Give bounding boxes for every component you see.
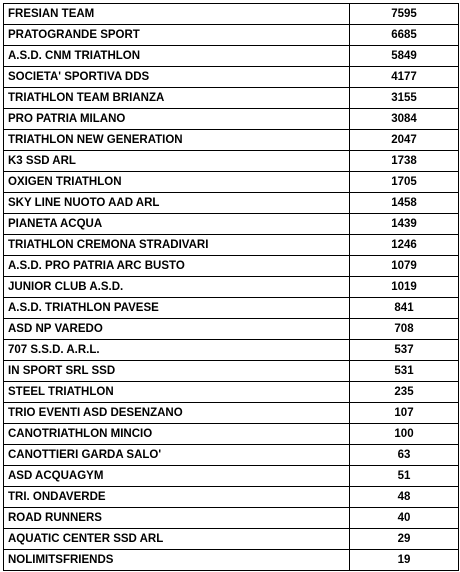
- team-name-cell: IN SPORT SRL SSD: [4, 361, 350, 382]
- table-row: [4, 88, 459, 109]
- table-row: [4, 277, 459, 298]
- table-row: [4, 4, 459, 25]
- points-cell: 1738: [350, 151, 459, 172]
- team-name-cell: A.S.D. PRO PATRIA ARC BUSTO: [4, 256, 350, 277]
- table-row: [4, 151, 459, 172]
- team-name-cell: CANOTTIERI GARDA SALO': [4, 445, 350, 466]
- table-row: [4, 256, 459, 277]
- points-cell: 29: [350, 529, 459, 550]
- table-row: [4, 445, 459, 466]
- points-cell: 5849: [350, 46, 459, 67]
- table-row: [4, 550, 459, 571]
- table-row: [4, 319, 459, 340]
- team-name-cell: FRESIAN TEAM: [4, 4, 350, 25]
- team-name-cell: JUNIOR CLUB A.S.D.: [4, 277, 350, 298]
- team-name-cell: NOLIMITSFRIENDS: [4, 550, 350, 571]
- table-row: [4, 214, 459, 235]
- team-name-cell: SOCIETA' SPORTIVA DDS: [4, 67, 350, 88]
- table-row: [4, 340, 459, 361]
- table-row: [4, 298, 459, 319]
- table-row: [4, 46, 459, 67]
- team-name-cell: AQUATIC CENTER SSD ARL: [4, 529, 350, 550]
- team-name-cell: A.S.D. CNM TRIATHLON: [4, 46, 350, 67]
- team-name-cell: TRI. ONDAVERDE: [4, 487, 350, 508]
- table-row: [4, 67, 459, 88]
- table-row: [4, 172, 459, 193]
- table-row: [4, 382, 459, 403]
- points-cell: 1019: [350, 277, 459, 298]
- points-cell: 841: [350, 298, 459, 319]
- points-cell: 7595: [350, 4, 459, 25]
- table-row: [4, 361, 459, 382]
- team-name-cell: TRIATHLON NEW GENERATION: [4, 130, 350, 151]
- points-cell: 531: [350, 361, 459, 382]
- points-cell: 1458: [350, 193, 459, 214]
- points-cell: 537: [350, 340, 459, 361]
- points-cell: 1246: [350, 235, 459, 256]
- team-name-cell: 707 S.S.D. A.R.L.: [4, 340, 350, 361]
- team-name-cell: TRIATHLON CREMONA STRADIVARI: [4, 235, 350, 256]
- table-row: [4, 487, 459, 508]
- table-row: [4, 529, 459, 550]
- team-name-cell: SKY LINE NUOTO AAD ARL: [4, 193, 350, 214]
- team-standings-table: [3, 3, 459, 571]
- table-row: [4, 424, 459, 445]
- team-name-cell: STEEL TRIATHLON: [4, 382, 350, 403]
- points-cell: 100: [350, 424, 459, 445]
- points-cell: 1079: [350, 256, 459, 277]
- points-cell: 48: [350, 487, 459, 508]
- points-cell: 107: [350, 403, 459, 424]
- points-cell: 235: [350, 382, 459, 403]
- points-cell: 4177: [350, 67, 459, 88]
- table-row: [4, 130, 459, 151]
- points-cell: 19: [350, 550, 459, 571]
- points-cell: 63: [350, 445, 459, 466]
- standings-body: [4, 4, 459, 571]
- team-name-cell: OXIGEN TRIATHLON: [4, 172, 350, 193]
- points-cell: 1439: [350, 214, 459, 235]
- team-name-cell: A.S.D. TRIATHLON PAVESE: [4, 298, 350, 319]
- team-name-cell: PRATOGRANDE SPORT: [4, 25, 350, 46]
- team-name-cell: ASD ACQUAGYM: [4, 466, 350, 487]
- team-name-cell: PIANETA ACQUA: [4, 214, 350, 235]
- points-cell: 1705: [350, 172, 459, 193]
- team-name-cell: TRIATHLON TEAM BRIANZA: [4, 88, 350, 109]
- table-row: [4, 466, 459, 487]
- points-cell: 3155: [350, 88, 459, 109]
- team-name-cell: PRO PATRIA MILANO: [4, 109, 350, 130]
- points-cell: 40: [350, 508, 459, 529]
- points-cell: 6685: [350, 25, 459, 46]
- table-row: [4, 25, 459, 46]
- team-name-cell: CANOTRIATHLON MINCIO: [4, 424, 350, 445]
- table-row: [4, 235, 459, 256]
- points-cell: 3084: [350, 109, 459, 130]
- points-cell: 2047: [350, 130, 459, 151]
- points-cell: 51: [350, 466, 459, 487]
- table-row: [4, 193, 459, 214]
- table-row: [4, 403, 459, 424]
- team-name-cell: ROAD RUNNERS: [4, 508, 350, 529]
- points-cell: 708: [350, 319, 459, 340]
- table-row: [4, 109, 459, 130]
- team-name-cell: ASD NP VAREDO: [4, 319, 350, 340]
- team-name-cell: TRIO EVENTI ASD DESENZANO: [4, 403, 350, 424]
- table-row: [4, 508, 459, 529]
- team-name-cell: K3 SSD ARL: [4, 151, 350, 172]
